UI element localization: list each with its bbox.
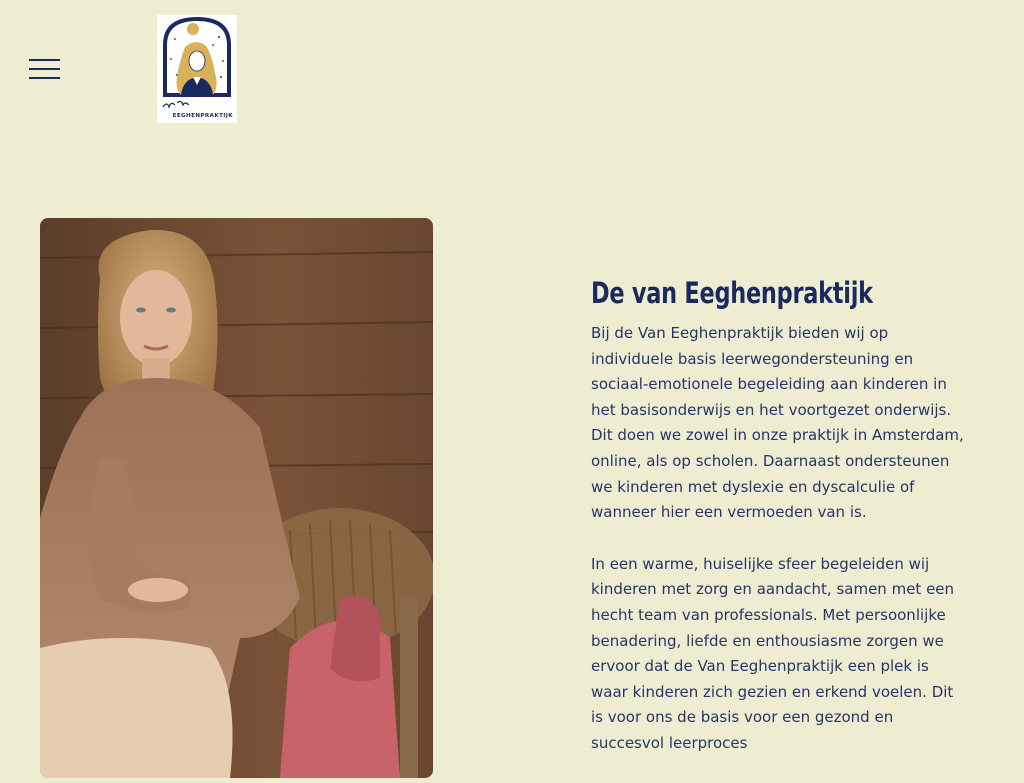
intro-paragraph-2: In een warme, huiselijke sfeer begeleiden wij kinderen met zorg en aandacht, samen met een hecht team van professionals. Met persoonlijke benadering, liefde en enthousiasme zorgen we ervoor dat de Van Eeghenpraktijk een plek is waar kinderen zich gezien en erkend voelen. Dit is voor ons de basis voor een gezond en succesvol leerproces: [591, 554, 955, 752]
hamburger-menu-icon[interactable]: [29, 59, 60, 79]
page-title: De van Eeghenpraktijk: [591, 276, 873, 310]
intro-paragraph-1: Bij de Van Eeghenpraktijk bieden wij op individuele basis leerwegondersteuning en sociaal-emotionele begeleiding aan kinderen in het basisonderwijs en het voortgezet onderwijs. Dit doen we zowel in onze praktijk in Amsterdam, online, als op scholen. Daarnaast ondersteunen we kinderen met dyslexie en dyscalculie of wanneer hier een vermoeden van is.: [591, 324, 964, 522]
logo-wordmark: EEGHENPRAKTIJK: [172, 113, 233, 119]
menu-line: [29, 59, 60, 61]
logo-emblem-icon: [157, 15, 237, 123]
menu-line: [29, 77, 60, 79]
intro-section: [591, 276, 971, 783]
portrait-image: [40, 218, 433, 778]
menu-line: [29, 68, 60, 70]
portrait-photo: [40, 218, 433, 778]
site-logo[interactable]: [157, 15, 237, 123]
